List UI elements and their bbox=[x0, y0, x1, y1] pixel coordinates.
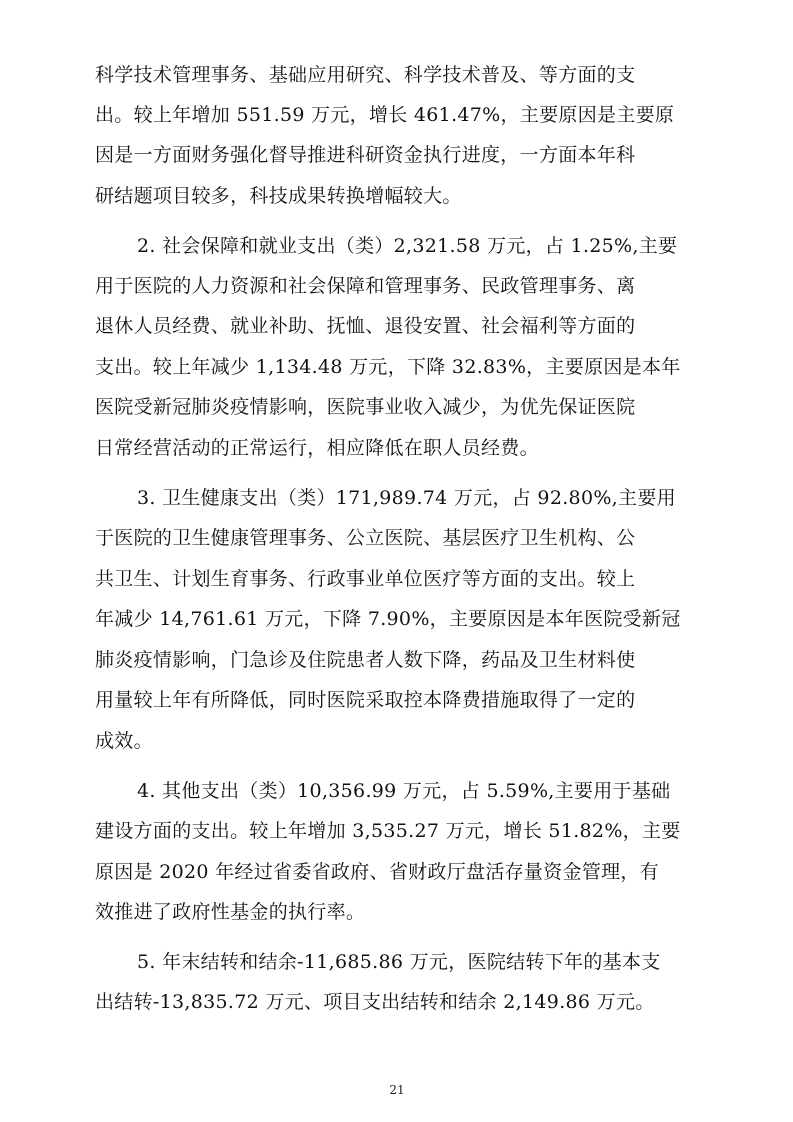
page-number: 21 bbox=[389, 1083, 405, 1097]
text-line: 肺炎疫情影响，门急诊及住院患者人数下降，药品及卫生材料使 bbox=[95, 649, 636, 671]
text-line: 5. 年末结转和结余-11,685.86 万元，医院结转下年的基本支 bbox=[137, 951, 661, 973]
text-line: 建设方面的支出。较上年增加 3,535.27 万元，增长 51.82%，主要 bbox=[95, 820, 681, 842]
text-line: 出结转-13,835.72 万元、项目支出结转和结余 2,149.86 万元。 bbox=[95, 991, 655, 1013]
text-line: 用于医院的人力资源和社会保障和管理事务、民政管理事务、离 bbox=[95, 275, 636, 297]
text-line: 共卫生、计划生育事务、行政事业单位医疗等方面的支出。较上 bbox=[95, 568, 636, 590]
text-line: 退休人员经费、就业补助、抚恤、退役安置、社会福利等方面的 bbox=[95, 315, 636, 337]
text-line: 日常经营活动的正常运行，相应降低在职人员经费。 bbox=[95, 437, 539, 459]
text-line: 出。较上年增加 551.59 万元，增长 461.47%，主要原因是主要原 bbox=[95, 104, 675, 126]
text-line: 研结题项目较多，科技成果转换增幅较大。 bbox=[95, 185, 462, 207]
text-line: 支出。较上年减少 1,134.48 万元，下降 32.83%，主要原因是本年 bbox=[95, 356, 681, 378]
text-line: 效推进了政府性基金的执行率。 bbox=[95, 901, 366, 923]
text-line: 科学技术管理事务、基础应用研究、科学技术普及、等方面的支 bbox=[95, 64, 636, 86]
text-line: 因是一方面财务强化督导推进科研资金执行进度，一方面本年科 bbox=[95, 144, 636, 166]
text-line: 原因是 2020 年经过省委省政府、省财政厅盘活存量资金管理，有 bbox=[95, 861, 660, 883]
text-line: 于医院的卫生健康管理事务、公立医院、基层医疗卫生机构、公 bbox=[95, 527, 636, 549]
text-line: 用量较上年有所降低，同时医院采取控本降费措施取得了一定的 bbox=[95, 689, 636, 711]
text-line: 年减少 14,761.61 万元，下降 7.90%，主要原因是本年医院受新冠 bbox=[95, 608, 681, 630]
text-line: 4. 其他支出（类）10,356.99 万元，占 5.59%,主要用于基础 bbox=[137, 780, 671, 802]
text-line: 2. 社会保障和就业支出（类）2,321.58 万元，占 1.25%,主要 bbox=[137, 235, 678, 257]
text-line: 3. 卫生健康支出（类）171,989.74 万元，占 92.80%,主要用 bbox=[137, 487, 676, 509]
text-line: 医院受新冠肺炎疫情影响，医院事业收入减少，为优先保证医院 bbox=[95, 396, 636, 418]
text-line: 成效。 bbox=[95, 730, 153, 752]
